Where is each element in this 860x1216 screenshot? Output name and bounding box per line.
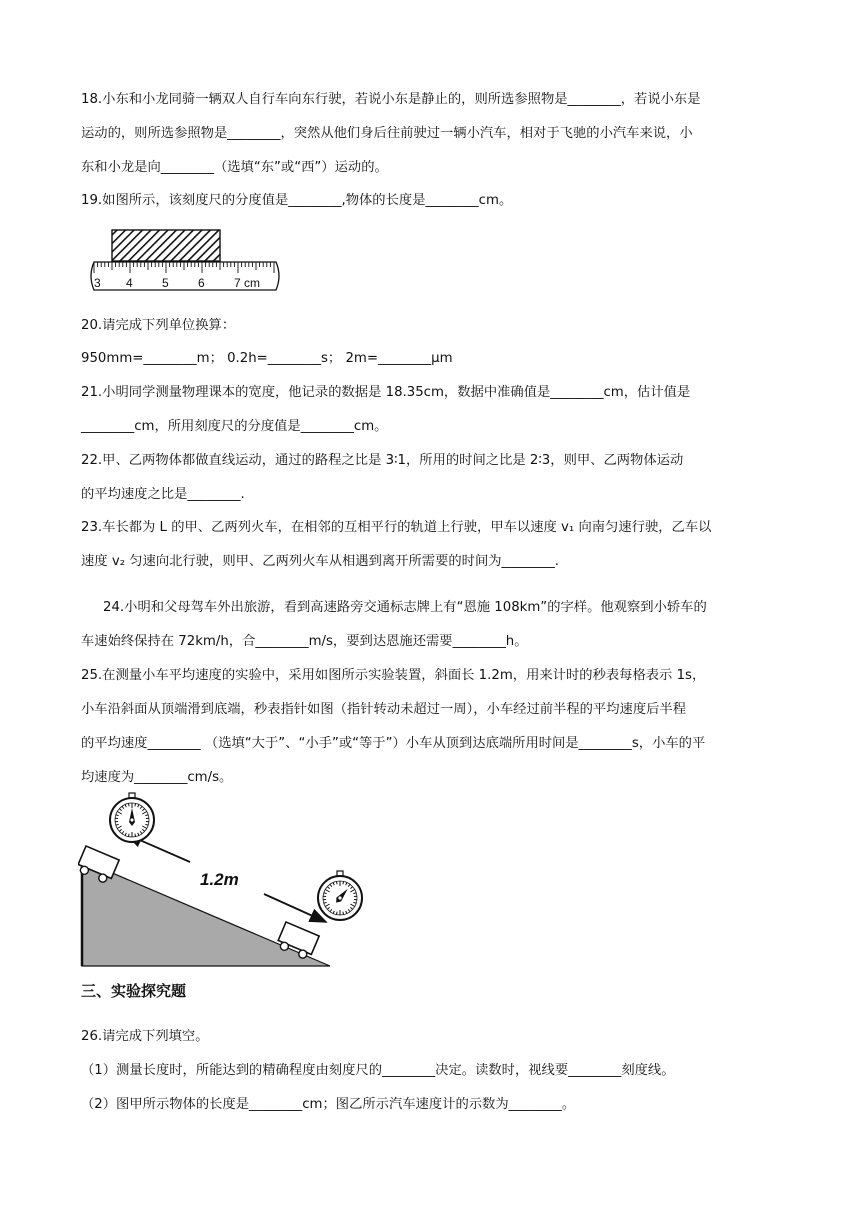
- ruler-label-7cm: 7 cm: [234, 276, 261, 290]
- q25-line-3: 的平均速度________ （选填“大于”、“小手”或“等于”）小车从顶到达底端所用时间是________s，小车的平: [81, 736, 706, 751]
- q21-line-2: ________cm，所用刻度尺的分度值是________cm。: [81, 419, 388, 434]
- dial-tick: [135, 803, 136, 806]
- dial-tick: [343, 881, 344, 884]
- measured-object: [112, 230, 220, 261]
- q23-line-1: 23.车长都为 L 的甲、乙两列火车，在相邻的互相平行的轨道上行驶，甲车以速度 v₁ 向南匀速行驶，乙车以: [81, 520, 712, 535]
- section-heading: 三、实验探究题: [81, 982, 187, 1000]
- q18-line-3: 东和小龙是向________（选填“东”或“西”）运动的。: [81, 160, 388, 175]
- dial-tick: [135, 834, 136, 837]
- q25-line-1: 25.在测量小车平均速度的实验中，采用如图所示实验装置，斜面长 1.2m，用来计时的秒表每格表示 1s，: [81, 668, 706, 683]
- dial-tick: [343, 912, 344, 915]
- ruler-label-6: 6: [198, 276, 205, 290]
- q22-line-1: 22.甲、乙两物体都做直线运动，通过的路程之比是 3∶1，所用的时间之比是 2∶3，则甲、乙两物体运动: [81, 453, 684, 468]
- incline-figure: [78, 792, 374, 970]
- q24-line-1: 24.小明和父母驾车外出旅游，看到高速路旁交通标志牌上有“恩施 108km”的字样。他观察到小轿车的: [103, 600, 707, 615]
- ruler-label-3: 3: [94, 276, 101, 290]
- q26-line-2: （1）测量长度时，所能达到的精确程度由刻度尺的________决定。读数时，视线要________刻度线。: [81, 1063, 675, 1078]
- q20-line-2: 950mm=________m； 0.2h=________s； 2m=________μm: [81, 351, 453, 366]
- q25-line-2: 小车沿斜面从顶端滑到底端，秒表指针如图（指针转动未超过一周），小车经过前半程的平均速度后半程: [81, 702, 687, 717]
- stopwatch-top: [110, 793, 154, 842]
- q19-line-1: 19.如图所示，该刻度尺的分度值是________,物体的长度是________cm。: [81, 193, 513, 208]
- ruler-label-5: 5: [162, 276, 169, 290]
- distance-label: 1.2m: [200, 870, 239, 889]
- distance-arrow-right: [264, 894, 326, 922]
- q18-line-1: 18.小东和小龙同骑一辆双人自行车向东行驶，若说小东是静止的，则所选参照物是________，若说小东是: [81, 92, 701, 107]
- dial-tick: [128, 834, 129, 837]
- q22-line-2: 的平均速度之比是________.: [81, 487, 245, 502]
- q24-line-2: 车速始终保持在 72km/h，合________m/s，要到达恩施还需要________h。: [81, 634, 528, 649]
- q21-line-1: 21.小明同学测量物理课本的宽度，他记录的数据是 18.35cm，数据中准确值是________cm，估计值是: [81, 385, 691, 400]
- q23-line-2: 速度 v₂ 匀速向北行驶，则甲、乙两列火车从相遇到离开所需要的时间为________.: [81, 554, 559, 569]
- q25-line-4: 均速度为________cm/s。: [81, 770, 233, 785]
- dial-tick: [128, 803, 129, 806]
- q26-line-1: 26.请完成下列填空。: [81, 1029, 209, 1044]
- q18-line-2: 运动的，则所选参照物是________，突然从他们身后往前驶过一辆小汽车，相对于飞驰的小汽车来说，小: [81, 126, 693, 141]
- dial-tick: [336, 912, 337, 915]
- ruler-figure: [86, 226, 290, 300]
- q26-line-3: （2）图甲所示物体的长度是________cm；图乙所示汽车速度计的示数为________。: [81, 1097, 576, 1112]
- q20-line-1: 20.请完成下列单位换算：: [81, 318, 236, 333]
- ruler-label-4: 4: [126, 276, 133, 290]
- stopwatch-bottom: [318, 871, 362, 920]
- dial-tick: [336, 881, 337, 884]
